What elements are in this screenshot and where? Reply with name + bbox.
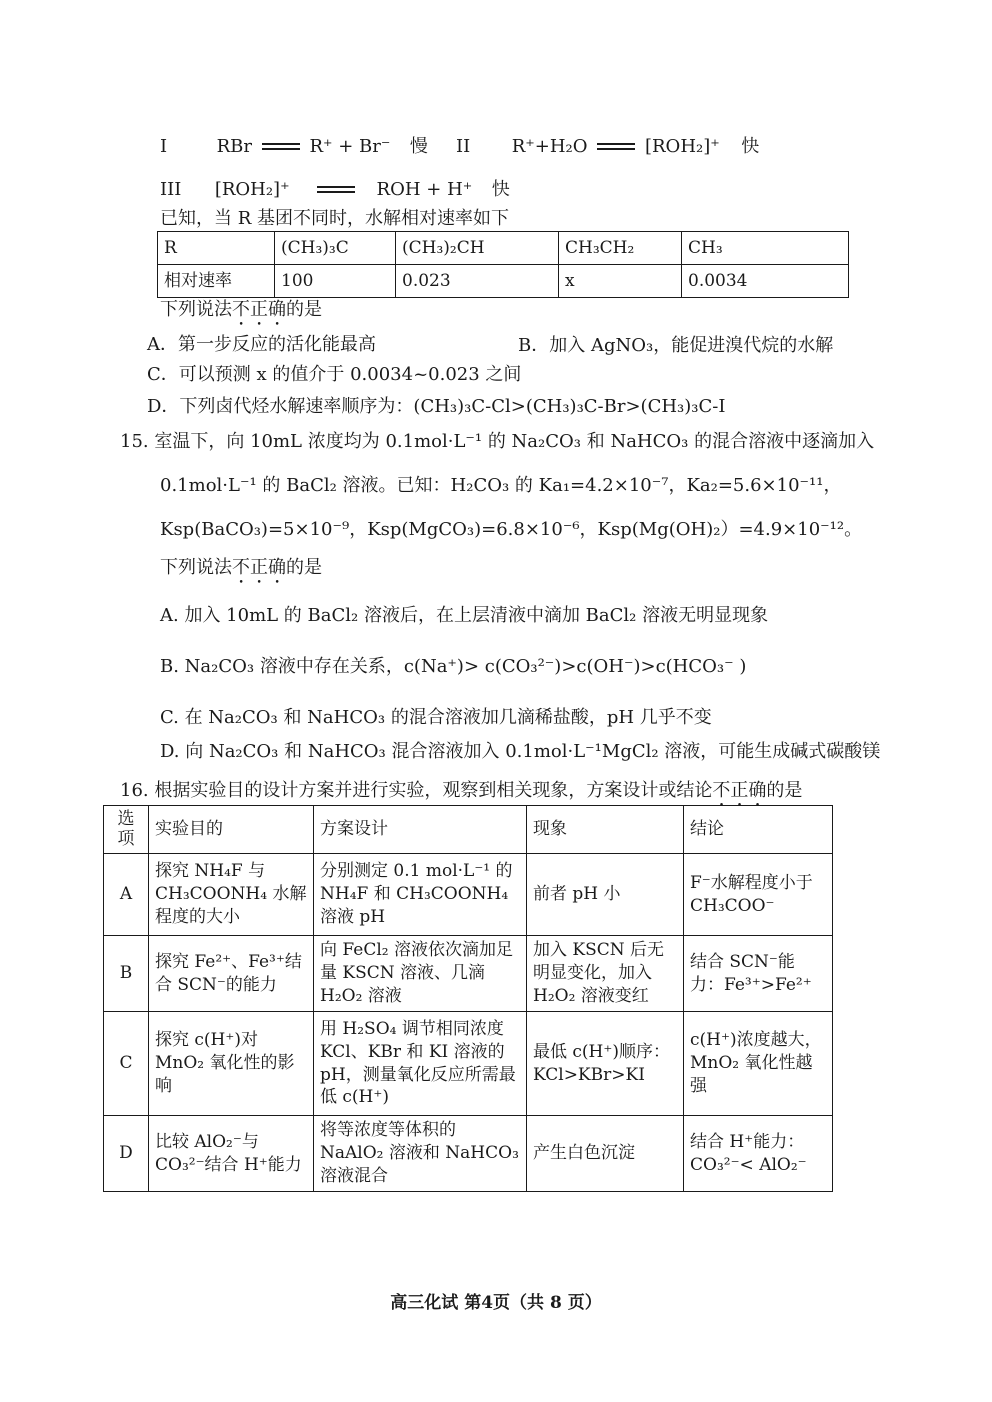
step3-speed: 快	[491, 179, 510, 200]
mechanism-step-1	[160, 132, 428, 158]
table-cell: F⁻水解程度小于 CH₃COO⁻	[684, 854, 833, 936]
table-cell: 探究 c(H⁺)对 MnO₂ 氧化性的影响	[149, 1012, 314, 1116]
table-cell: A	[104, 854, 149, 936]
table-row	[104, 1116, 833, 1192]
header-cell: 结论	[684, 806, 833, 854]
q14-stem	[160, 295, 322, 330]
step1-label: I	[160, 136, 168, 157]
table-cell: 分别测定 0.1 mol·L⁻¹ 的 NH₄F 和 CH₃COONH₄ 溶液 pH	[314, 854, 527, 936]
step2-label: II	[456, 136, 471, 157]
table-cell: c(H⁺)浓度越大，MnO₂ 氧化性越强	[684, 1012, 833, 1116]
step3-left: [ROH₂]⁺	[214, 179, 290, 200]
table-cell: C	[104, 1012, 149, 1116]
stem-text: 下列说法	[160, 557, 232, 578]
mechanism-step-3	[160, 175, 510, 201]
header-cell: 方案设计	[314, 806, 527, 854]
emphasis-text: 不正确	[712, 780, 767, 801]
q14-option-b: B．加入 AgNO₃，能促进溴代烷的水解	[518, 335, 834, 356]
stem-text: 的是	[286, 299, 322, 320]
table-cell: 加入 KSCN 后无明显变化，加入 H₂O₂ 溶液变红	[527, 936, 684, 1012]
step3-label: III	[160, 179, 182, 200]
header-cell: 实验目的	[149, 806, 314, 854]
q15-option-d: D. 向 Na₂CO₃ 和 NaHCO₃ 混合溶液加入 0.1mol·L⁻¹MgCl₂ 溶液，可能生成碱式碳酸镁	[160, 741, 881, 762]
q15-line-2: 0.1mol·L⁻¹ 的 BaCl₂ 溶液。已知：H₂CO₃ 的 Ka₁=4.2×10⁻⁷，Ka₂=5.6×10⁻¹¹，	[160, 475, 842, 496]
rate-table	[157, 231, 849, 298]
rate-table-row	[158, 265, 849, 298]
equilibrium-arrow-icon	[262, 142, 300, 152]
equilibrium-arrow-icon	[317, 185, 355, 195]
emphasis-text: 不正确	[232, 299, 286, 320]
table-row	[104, 854, 833, 936]
q14-option-a: A．第一步反应的活化能最高	[147, 334, 376, 355]
stem-text: 的是	[286, 557, 322, 578]
table-cell: 0.0034	[682, 265, 849, 298]
q15-line-3: Ksp(BaCO₃)=5×10⁻⁹，Ksp(MgCO₃)=6.8×10⁻⁶，Ksp(Mg(OH)₂）=4.9×10⁻¹²。	[160, 519, 863, 540]
table-cell: 结合 SCN⁻能力：Fe³⁺>Fe²⁺	[684, 936, 833, 1012]
experiment-table-header	[104, 806, 833, 854]
step1-speed: 慢	[409, 136, 428, 157]
header-cell: 选项	[104, 806, 149, 854]
table-cell: (CH₃)₂CH	[396, 232, 559, 265]
equilibrium-arrow-icon	[597, 142, 635, 152]
step2-left: R⁺+H₂O	[511, 136, 588, 157]
header-cell: 现象	[527, 806, 684, 854]
table-cell: 0.023	[396, 265, 559, 298]
rate-table-header-row	[158, 232, 849, 265]
table-row	[104, 1012, 833, 1116]
table-cell: 探究 Fe²⁺、Fe³⁺结合 SCN⁻的能力	[149, 936, 314, 1012]
table-cell: 产生白色沉淀	[527, 1116, 684, 1192]
emphasis-text: 不正确	[232, 557, 286, 578]
q15-option-a: A. 加入 10mL 的 BaCl₂ 溶液后，在上层清液中滴加 BaCl₂ 溶液无明显现象	[160, 605, 769, 626]
intro-text: 已知，当 R 基团不同时，水解相对速率如下	[160, 208, 509, 229]
table-cell: 探究 NH₄F 与 CH₃COONH₄ 水解程度的大小	[149, 854, 314, 936]
table-cell: CH₃CH₂	[559, 232, 682, 265]
step2-right: [ROH₂]⁺	[644, 136, 720, 157]
table-cell: CH₃	[682, 232, 849, 265]
table-cell: 比较 AlO₂⁻与 CO₃²⁻结合 H⁺能力	[149, 1116, 314, 1192]
table-cell: x	[559, 265, 682, 298]
table-cell: D	[104, 1116, 149, 1192]
mechanism-step-2	[456, 132, 759, 158]
table-cell: 前者 pH 小	[527, 854, 684, 936]
table-cell: 最低 c(H⁺)顺序：KCl>KBr>KI	[527, 1012, 684, 1116]
q14-option-c: C．可以预测 x 的值介于 0.0034~0.023 之间	[147, 364, 522, 385]
table-cell: 用 H₂SO₄ 调节相同浓度 KCl、KBr 和 KI 溶液的 pH，测量氧化反应所需最低 c(H⁺)	[314, 1012, 527, 1116]
table-row	[104, 936, 833, 1012]
table-cell: 相对速率	[158, 265, 275, 298]
table-cell: R	[158, 232, 275, 265]
q15-stem	[160, 553, 322, 588]
table-cell: 结合 H⁺能力：CO₃²⁻< AlO₂⁻	[684, 1116, 833, 1192]
stem-text: 下列说法	[160, 299, 232, 320]
step2-speed: 快	[741, 136, 760, 157]
table-cell: 100	[275, 265, 396, 298]
stem-text: 的是	[766, 780, 803, 801]
experiment-table	[103, 805, 833, 1192]
stem-text: 16. 根据实验目的设计方案并进行实验，观察到相关现象，方案设计或结论	[120, 780, 713, 801]
step1-left: RBr	[216, 136, 252, 157]
q15-option-b: B. Na₂CO₃ 溶液中存在关系，c(Na⁺)> c(CO₃²⁻)>c(OH⁻)>c(HCO₃⁻ )	[160, 656, 747, 677]
table-cell: 将等浓度等体积的 NaAlO₂ 溶液和 NaHCO₃ 溶液混合	[314, 1116, 527, 1192]
q14-option-d: D．下列卤代烃水解速率顺序为：(CH₃)₃C-Cl>(CH₃)₃C-Br>(CH₃)₃C-I	[147, 396, 726, 417]
table-cell: (CH₃)₃C	[275, 232, 396, 265]
step1-right: R⁺ + Br⁻	[309, 136, 391, 157]
q15-option-c: C. 在 Na₂CO₃ 和 NaHCO₃ 的混合溶液加几滴稀盐酸，pH 几乎不变	[160, 707, 712, 728]
q15-line-1: 15. 室温下，向 10mL 浓度均为 0.1mol·L⁻¹ 的 Na₂CO₃ 和 NaHCO₃ 的混合溶液中逐滴加入	[120, 431, 875, 452]
table-cell: B	[104, 936, 149, 1012]
step3-right: ROH + H⁺	[376, 179, 473, 200]
page-footer: 高三化试 第4页（共 8 页）	[390, 1293, 602, 1313]
table-cell: 向 FeCl₂ 溶液依次滴加足量 KSCN 溶液、几滴 H₂O₂ 溶液	[314, 936, 527, 1012]
